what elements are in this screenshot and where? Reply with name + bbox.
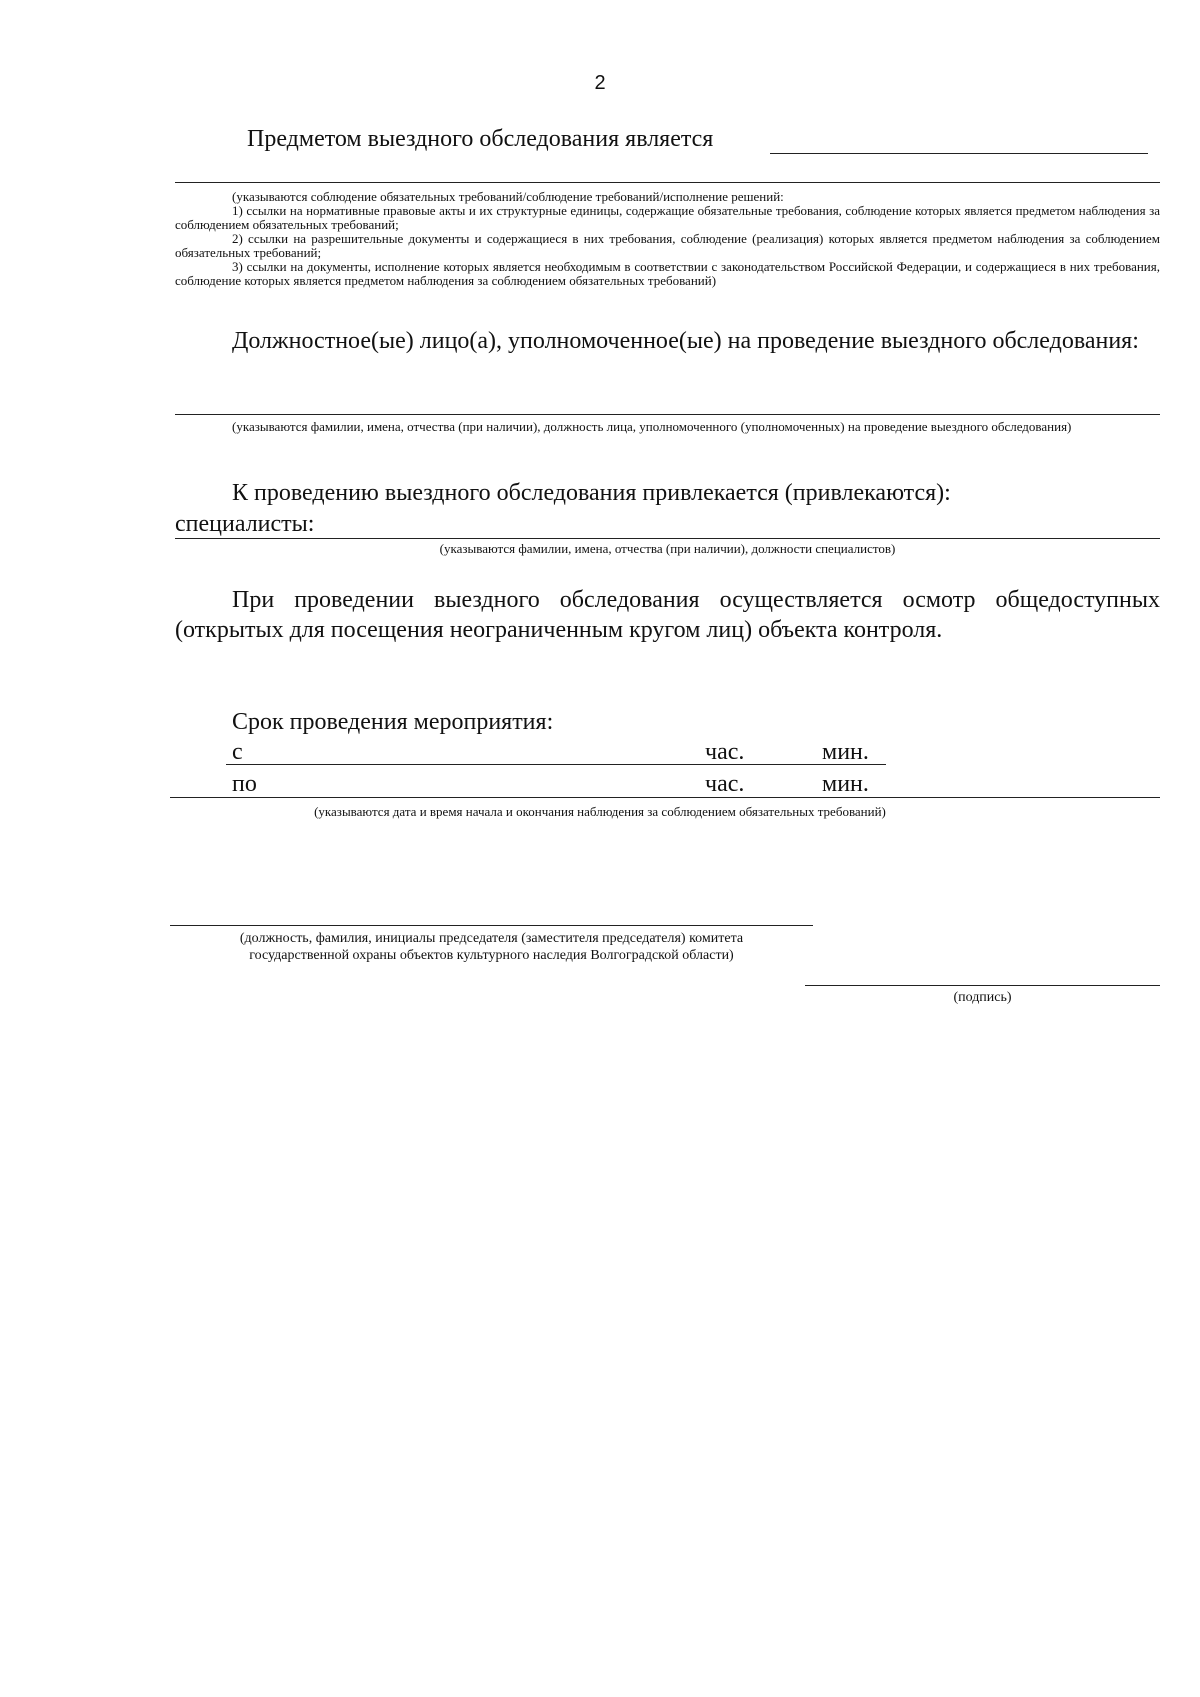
subject-note-line: 3) ссылки на документы, исполнение которых является необходимым в соответствии с законодательством Российской Федерации, и содержащиеся в них требования, соблюдение которых является предметом наблюдения за соблюдением обязательных требований) [175,259,1160,288]
signatory-position-line [170,925,813,926]
officials-text: Должностное(ые) лицо(а), уполномоченное(ые) на проведение выездного обследования: [232,328,1139,354]
subject-note-line: 1) ссылки на нормативные правовые акты и их структурные единицы, содержащие обязательные требования, соблюдение которых является предметом наблюдения за соблюдением обязательных требований; [175,203,1160,232]
timing-from-minutes-label: мин. [822,739,869,765]
timing-to-minutes-label: мин. [822,771,869,797]
timing-title: Срок проведения мероприятия: [232,709,554,735]
officials-paragraph [175,326,1160,356]
timing-from-hours-label: час. [705,739,745,765]
specialists-label: специалисты: [175,511,315,537]
signature-line [805,985,1160,986]
page-number: 2 [594,72,606,94]
inspection-text: При проведении выездного обследования осуществляется осмотр общедоступных (открытых для посещения неограниченным кругом лиц) объекта контроля. [175,587,1160,643]
timing-from-line [226,764,886,765]
signatory-position-note [170,930,813,964]
subject-note-line: 2) ссылки на разрешительные документы и содержащиеся в них требования, соблюдение (реализация) которых является предметом наблюдения за соблюдением обязательных требований; [175,231,1160,260]
signatory-position-note-line: государственной охраны объектов культурного наследия Волгоградской области) [249,948,734,963]
subject-lead-text: Предметом выездного обследования является [247,126,714,152]
officials-note [175,420,1160,434]
signature-note: (подпись) [953,990,1012,1005]
specialists-note: (указываются фамилии, имена, отчества (при наличии), должности специалистов) [439,541,896,556]
timing-note: (указываются дата и время начала и окончания наблюдения за соблюдением обязательных требований) [314,804,886,819]
subject-note-line: (указываются соблюдение обязательных требований/соблюдение требований/исполнение решений: [232,189,784,204]
timing-to-label: по [232,771,257,797]
specialists-fill-line [175,538,1160,539]
subject-fill-line [770,153,1148,154]
officials-note-text: (указываются фамилии, имена, отчества (при наличии), должность лица, уполномоченного (уполномоченных) на проведение выездного обследования) [232,419,1072,434]
officials-fill-line [175,414,1160,415]
subject-fill-line-full [175,182,1160,183]
signatory-position-note-line: (должность, фамилия, инициалы председателя (заместителя председателя) комитета [239,931,744,946]
timing-to-hours-label: час. [705,771,745,797]
timing-from-label: с [232,739,243,765]
inspection-paragraph [175,585,1160,645]
timing-to-line [170,797,1160,798]
specialists-text: К проведению выездного обследования привлекается (привлекаются): [232,480,951,506]
subject-note [175,190,1160,288]
